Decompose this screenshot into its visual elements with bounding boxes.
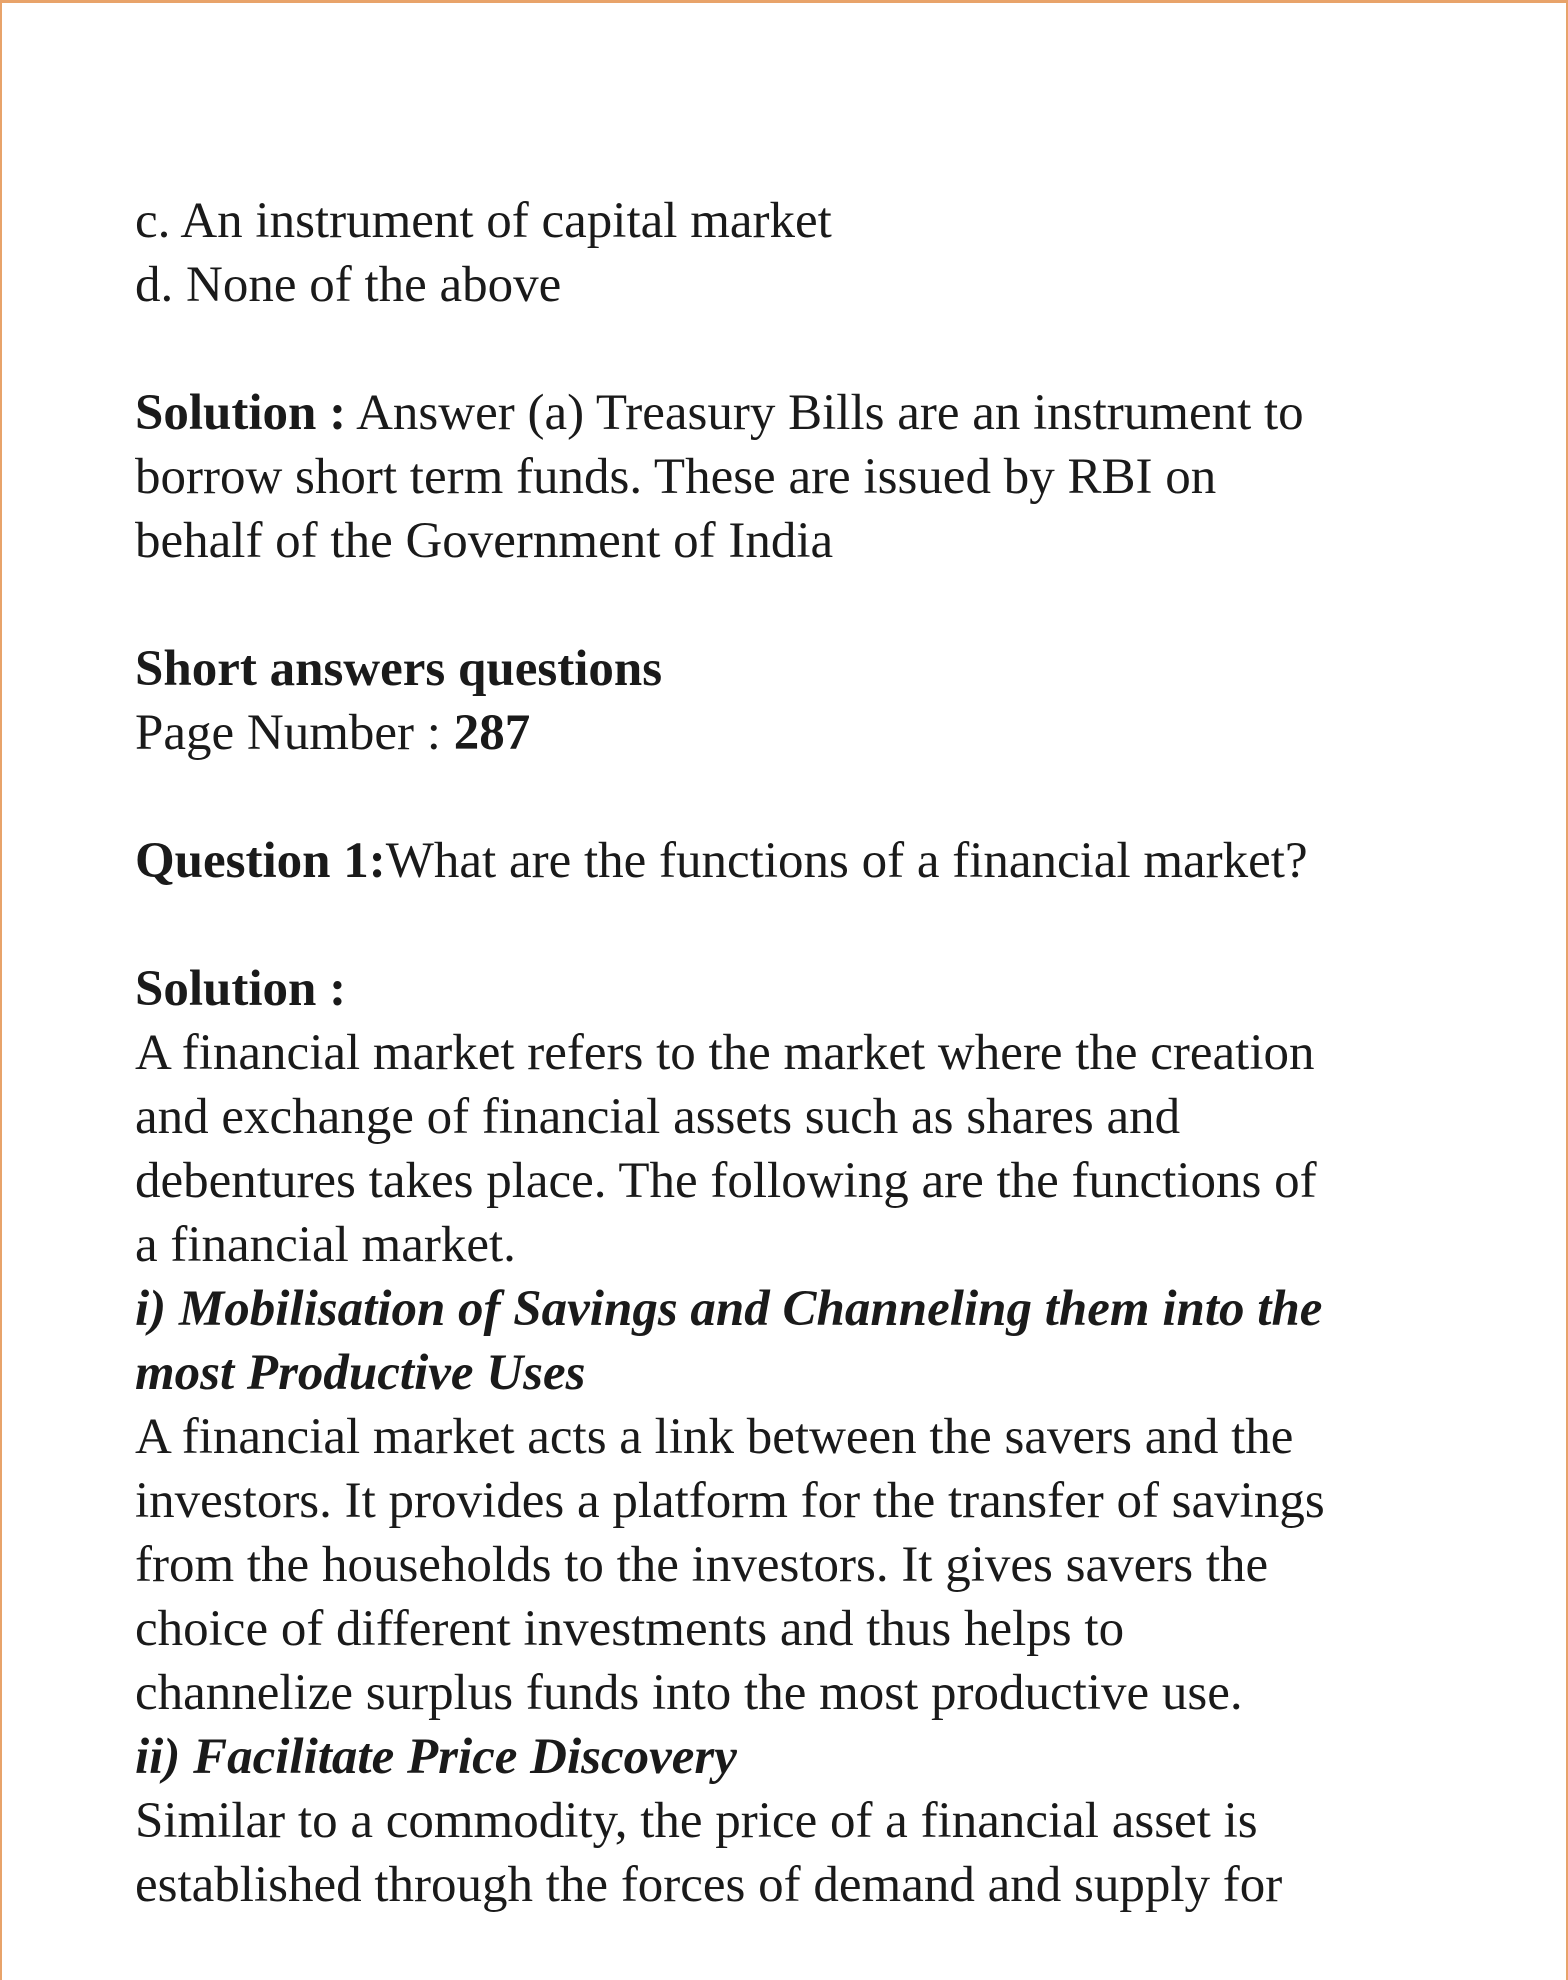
option-d: d. None of the above: [135, 257, 562, 313]
spacer: [135, 573, 1465, 637]
spacer: [135, 893, 1465, 957]
solution-2-intro-line-4: a financial market.: [135, 1217, 516, 1273]
spacer: [135, 317, 1465, 381]
point-1-heading-line-2: most Productive Uses: [135, 1345, 586, 1401]
solution-1-line-1: [135, 381, 1465, 445]
point-1-body-line-2: investors. It provides a platform for the transfer of savings: [135, 1473, 1325, 1529]
point-2-body-line-1: Similar to a commodity, the price of a financial asset is: [135, 1793, 1258, 1849]
point-1-heading-line-1: i) Mobilisation of Savings and Channeling them into the: [135, 1281, 1323, 1337]
page-number-line: [135, 701, 1465, 765]
question-1-label: Question 1:: [135, 833, 386, 889]
option-c: c. An instrument of capital market: [135, 193, 832, 249]
solution-1-line-3: behalf of the Government of India: [135, 513, 834, 569]
solution-1-text: Answer (a) Treasury Bills are an instrument to: [346, 385, 1304, 441]
page-number-label: Page Number :: [135, 705, 454, 761]
point-1-body-line-4: choice of different investments and thus helps to: [135, 1601, 1125, 1657]
question-1: [135, 829, 1465, 893]
question-1-text: What are the functions of a financial market?: [385, 833, 1308, 889]
point-2-body-line-2: established through the forces of demand and supply for: [135, 1857, 1283, 1913]
point-1-body-line-3: from the households to the investors. It gives savers the: [135, 1537, 1269, 1593]
spacer: [135, 765, 1465, 829]
solution-2-intro-line-3: debentures takes place. The following are the functions of: [135, 1153, 1317, 1209]
point-2-heading: ii) Facilitate Price Discovery: [135, 1729, 737, 1785]
solution-1-line-2: borrow short term funds. These are issued by RBI on: [135, 449, 1217, 505]
section-heading: Short answers questions: [135, 641, 663, 697]
solution-2-intro-line-2: and exchange of financial assets such as shares and: [135, 1089, 1181, 1145]
solution-1-label: Solution :: [135, 385, 347, 441]
page-number-value: 287: [453, 705, 531, 761]
document-body: [135, 189, 1465, 1917]
point-1-body-line-1: A financial market acts a link between the savers and the: [135, 1409, 1294, 1465]
point-1-body-line-5: channelize surplus funds into the most productive use.: [135, 1665, 1243, 1721]
solution-2-label: Solution :: [135, 961, 347, 1017]
solution-2-intro-line-1: A financial market refers to the market where the creation: [135, 1025, 1315, 1081]
